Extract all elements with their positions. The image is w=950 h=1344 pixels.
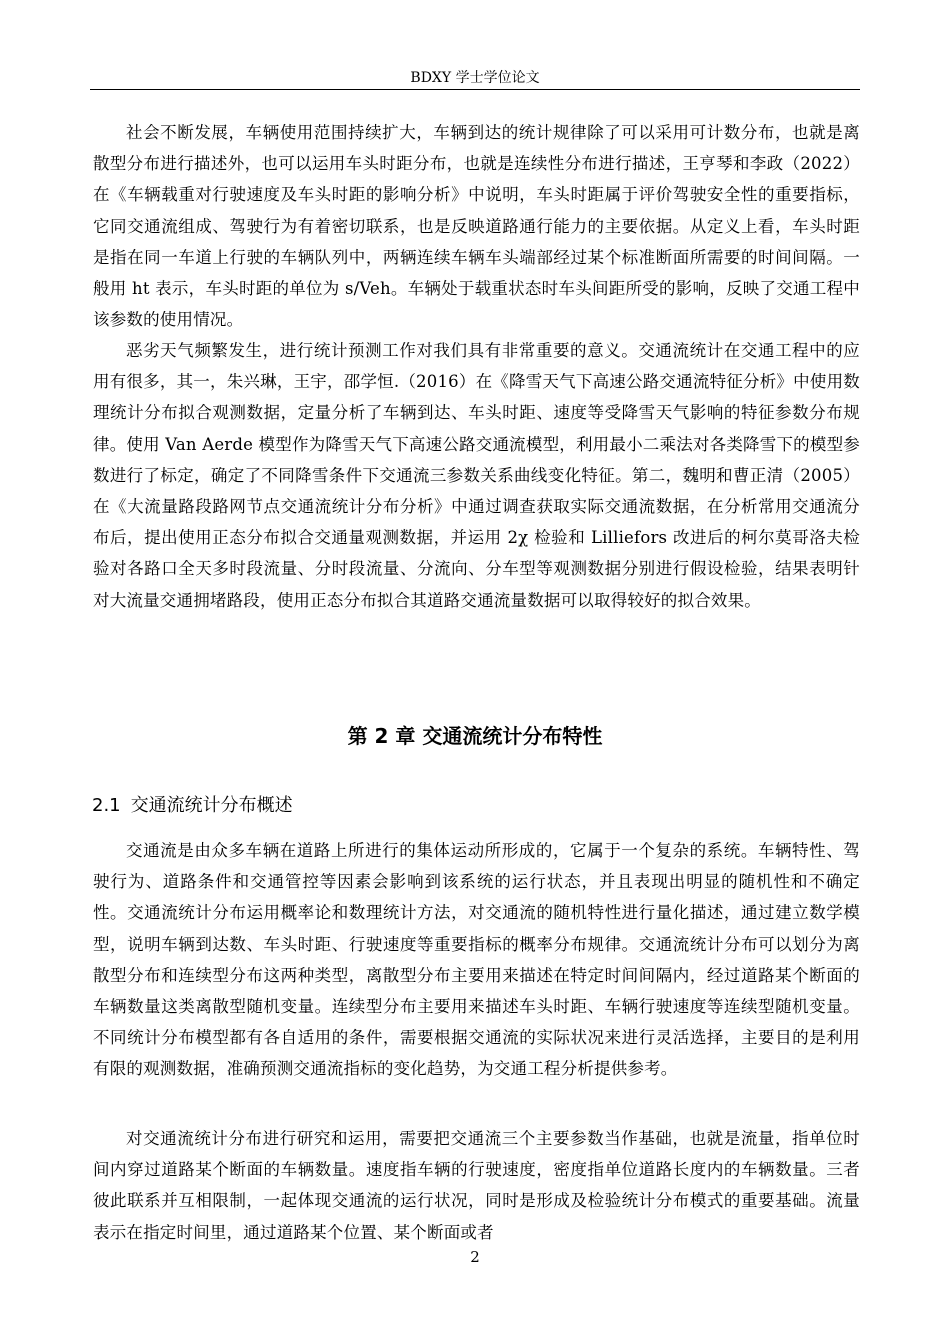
section-title: 交通流统计分布概述 xyxy=(130,795,293,816)
body-paragraph-4: 对交通流统计分布进行研究和运用，需要把交通流三个主要参数当作基础，也就是流量，指单位时间内穿过道路某个断面的车辆数量。速度指车辆的行驶速度，密度指单位道路长度内的车辆数量。三者彼此联系并互相限制，一起体现交通流的运行状况，同时是形成及检验统计分布模式的重要基础。流量表示在指定时间里，通过道路某个位置、某个断面或者 xyxy=(93,1129,860,1242)
page-number: 2 xyxy=(470,1248,480,1266)
body-paragraph-2: 恶劣天气频繁发生，进行统计预测工作对我们具有非常重要的意义。交通流统计在交通工程中的应用有很多，其一，朱兴琳，王宇，邵学恒.（2016）在《降雪天气下高速公路交通流特征分析》中使用数理统计分布拟合观测数据，定量分析了车辆到达、车头时距、速度等受降雪天气影响的特征参数分布规律。使用 Van Aerde 模型作为降雪天气下高速公路交通流模型，利用最小二乘法对各类降雪下的模型参数进行了标定，确定了不同降雪条件下交通流三参数关系曲线变化特征。第二，魏明和曹正清（2005）在《大流量路段路网节点交通流统计分布分析》中通过调查获取实际交通流数据，在分析常用交通流分布后，提出使用正态分布拟合交通量观测数据，并运用 2χ 检验和 Lilliefors 改进后的柯尔莫哥洛夫检验对各路口全天多时段流量、分时段流量、分流向、分车型等观测数据分别进行假设检验，结果表明针对大流量交通拥堵路段，使用正态分布拟合其道路交通流量数据可以取得较好的拟合效果。 xyxy=(93,341,860,610)
section-number: 2.1 xyxy=(92,795,121,816)
chapter-heading: 第 2 章 交通流统计分布特性 xyxy=(347,724,603,748)
body-paragraph-3: 交通流是由众多车辆在道路上所进行的集体运动所形成的，它属于一个复杂的系统。车辆特性、驾驶行为、道路条件和交通管控等因素会影响到该系统的运行状态，并且表现出明显的随机性和不确定性。交通流统计分布运用概率论和数理统计方法，对交通流的随机特性进行量化描述，通过建立数学模型，说明车辆到达数、车头时距、行驶速度等重要指标的概率分布规律。交通流统计分布可以划分为离散型分布和连续型分布这两种类型，离散型分布主要用来描述在特定时间间隔内，经过道路某个断面的车辆数量这类离散型随机变量。连续型分布主要用来描述车头时距、车辆行驶速度等连续型随机变量。不同统计分布模型都有各自适用的条件，需要根据交通流的实际状况来进行灵活选择，主要目的是利用有限的观测数据，准确预测交通流指标的变化趋势，为交通工程分析提供参考。 xyxy=(93,841,860,1079)
running-header: BDXY 学士学位论文 xyxy=(410,70,540,86)
header-rule xyxy=(90,89,860,90)
section-heading xyxy=(92,793,293,819)
body-paragraph-1: 社会不断发展，车辆使用范围持续扩大，车辆到达的统计规律除了可以采用可计数分布，也就是离散型分布进行描述外，也可以运用车头时距分布，也就是连续性分布进行描述，王亨琴和李政（2022）在《车辆载重对行驶速度及车头时距的影响分析》中说明，车头时距属于评价驾驶安全性的重要指标，它同交通流组成、驾驶行为有着密切联系，也是反映道路通行能力的主要依据。从定义上看，车头时距是指在同一车道上行驶的车辆队列中，两辆连续车辆车头端部经过某个标准断面所需要的时间间隔。一般用 ht 表示，车头时距的单位为 s/Veh。车辆处于载重状态时车头间距所受的影响，反映了交通工程中该参数的使用情况。 xyxy=(93,123,860,330)
